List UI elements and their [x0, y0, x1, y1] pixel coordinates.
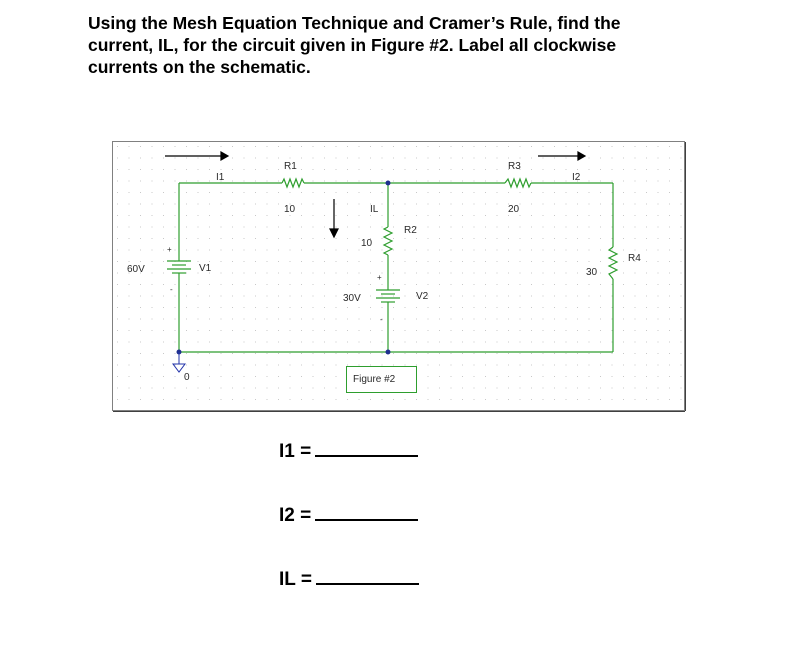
answer-i2: [279, 501, 418, 527]
v2-value: 30V: [343, 293, 361, 304]
r3-value: 20: [508, 204, 520, 215]
r2-value: 10: [361, 238, 373, 249]
il-label: IL: [370, 204, 379, 215]
v1-value: 60V: [127, 264, 145, 275]
r4-value: 30: [586, 267, 598, 278]
answer-i2-label: I2 =: [279, 505, 312, 526]
r1-value: 10: [284, 204, 296, 215]
v1-minus-sign: -: [170, 285, 173, 294]
answer-il-blank[interactable]: [316, 565, 419, 585]
answer-i1-blank[interactable]: [315, 437, 418, 457]
v1-plus-sign: +: [167, 245, 172, 254]
r1-label: R1: [284, 161, 297, 172]
i1-label: I1: [216, 172, 225, 183]
question-line-2: current, IL, for the circuit given in Figure #2. Label all clockwise: [88, 35, 617, 55]
node-bottom-mid: [386, 350, 391, 355]
answer-i1: [279, 437, 418, 463]
ground-label: 0: [184, 372, 190, 383]
question-line-1: Using the Mesh Equation Technique and Cramer’s Rule, find the: [88, 13, 621, 33]
question-line-3: currents on the schematic.: [88, 57, 311, 77]
v2-plus-sign: +: [377, 273, 382, 282]
i2-label: I2: [572, 172, 581, 183]
answer-il: [279, 565, 419, 591]
v2-minus-sign: -: [380, 315, 383, 324]
r3-label: R3: [508, 161, 521, 172]
answer-il-label: IL =: [279, 569, 312, 590]
answer-i2-blank[interactable]: [315, 501, 418, 521]
r4-label: R4: [628, 253, 641, 264]
figure-label: Figure #2: [353, 374, 396, 385]
answer-i1-label: I1 =: [279, 441, 312, 462]
v2-label: V2: [416, 291, 429, 302]
node-top-mid: [386, 181, 391, 186]
r2-label: R2: [404, 225, 417, 236]
v1-label: V1: [199, 263, 212, 274]
